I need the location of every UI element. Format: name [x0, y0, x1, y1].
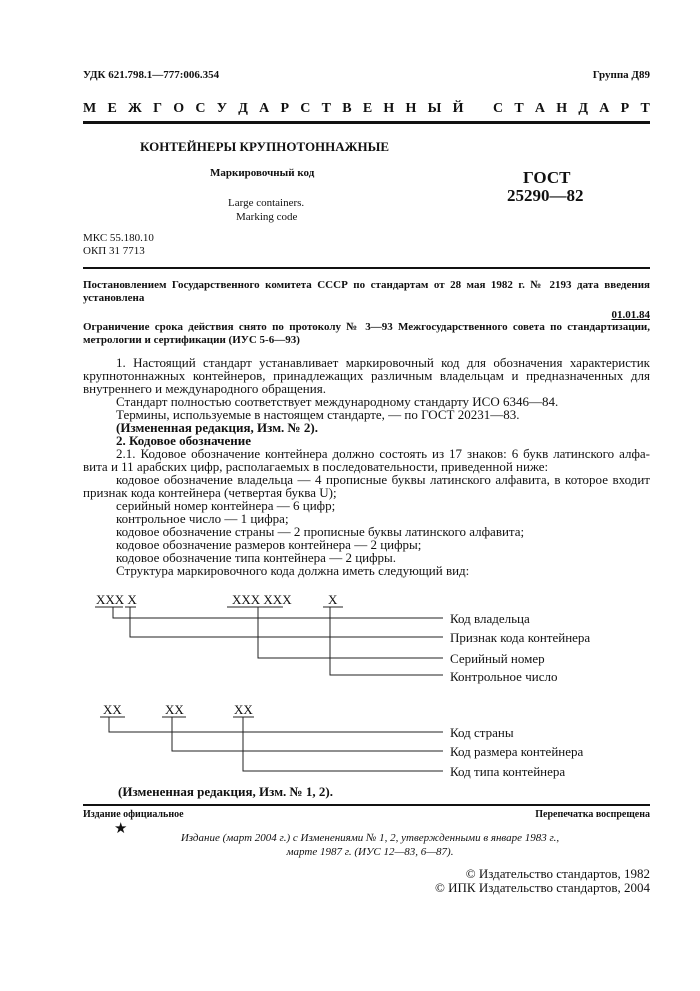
enactment-text: Постановлением Государственного комитета СССР по стандартам от 28 мая 1982 г. № 2193 дата введения	[83, 279, 650, 291]
leader-line	[109, 717, 443, 732]
body-line: внутреннего и международного обращения.	[83, 381, 326, 396]
document-subtitle: Маркировочный код	[210, 167, 315, 179]
gost-label: ГОСТ	[523, 168, 571, 187]
leader-line	[113, 607, 443, 618]
body-line: крупнотоннажных контейнеров, принадлежащих различным владельцам и предназначенных для	[83, 368, 650, 383]
code-country: XX	[103, 702, 122, 717]
banner-letter: Г	[153, 101, 163, 116]
banner-letter: У	[216, 101, 228, 116]
leader-line	[130, 607, 443, 637]
code-serial: XXX XXX	[232, 592, 292, 607]
banner-letter: А	[599, 101, 610, 116]
amendment-note: (Измененная редакция, Изм. № 1, 2).	[118, 784, 333, 799]
group-code: Группа Д89	[592, 69, 650, 81]
code-owner: XXX X	[96, 592, 137, 607]
banner-letter: С	[492, 101, 504, 116]
banner-letter: Р	[280, 101, 290, 116]
banner-letter: Е	[362, 101, 373, 116]
banner-letter: Д	[578, 101, 589, 116]
label-size-code: Код размера контейнера	[450, 744, 584, 759]
body-line: Термины, используемые в настоящем стандарте, — по ГОСТ 20231—83.	[116, 407, 520, 422]
edition-note: Издание (март 2004 г.) с Изменениями № 1, 2, утвержденными в январе 1983 г.,	[180, 832, 560, 844]
divider	[83, 804, 650, 806]
body-line: 1. Настоящий стандарт устанавливает маркировочный код для обозначения характеристик	[116, 355, 650, 370]
banner-letter: Н	[405, 101, 417, 116]
code-type: XX	[234, 702, 253, 717]
body-line: кодовое обозначение владельца — 4 прописные буквы латинского алфавита, в которое входит	[116, 472, 650, 487]
banner-letter: Й	[452, 101, 464, 116]
official-edition: Издание официальное	[83, 809, 184, 820]
body-line: серийный номер контейнера — 6 цифр;	[116, 498, 336, 513]
reprint-prohibited: Перепечатка воспрещена	[535, 809, 650, 820]
mks-code: МКС 55.180.10	[83, 232, 154, 244]
star-icon: ★	[114, 821, 128, 837]
body-line: кодовое обозначение страны — 2 прописные буквы латинского алфавита;	[116, 524, 525, 539]
leader-line	[172, 717, 443, 751]
banner-letter: Т	[640, 101, 650, 116]
body-line: кодовое обозначение размеров контейнера — 2 цифры;	[116, 537, 422, 552]
banner-letter: Е	[107, 101, 117, 116]
banner-letter: Ж	[128, 101, 142, 116]
label-owner-code: Код владельца	[450, 611, 530, 626]
banner-letter: Н	[383, 101, 395, 116]
banner-letter: Р	[620, 101, 630, 116]
code-size: XX	[165, 702, 184, 717]
label-country-code: Код страны	[450, 725, 514, 740]
code-check: X	[328, 592, 338, 607]
banner-letter: Т	[321, 101, 331, 116]
banner-letter: А	[534, 101, 546, 116]
banner-letter: О	[173, 101, 185, 116]
body-line: кодовое обозначение типа контейнера — 2 цифры.	[116, 550, 397, 565]
banner-letter: С	[300, 101, 311, 116]
leader-line	[258, 607, 443, 658]
english-title-2: Marking code	[236, 211, 298, 223]
body-line: контрольное число — 1 цифра;	[116, 511, 289, 526]
body-line: Структура маркировочного кода должна иметь следующий вид:	[116, 563, 470, 578]
limitation-text: Ограничение срока действия снято по протоколу № 3—93 Межгосударственного совета по стандартизации,	[83, 321, 650, 333]
introduction-date: 01.01.84	[611, 309, 650, 321]
section-heading: 2. Кодовое обозначение	[116, 433, 251, 448]
udk-code: УДК 621.798.1—777:006.354	[83, 69, 220, 81]
label-type-code: Код типа контейнера	[450, 764, 566, 779]
banner-letter: С	[195, 101, 206, 116]
banner-letter: М	[83, 101, 97, 116]
okp-code: ОКП 31 7713	[83, 245, 145, 257]
enactment-text: установлена	[83, 292, 145, 304]
body-line: Стандарт полностью соответствует международному стандарту ИСО 6346—84.	[116, 394, 559, 409]
banner-letter: Д	[238, 101, 248, 116]
document-title: КОНТЕЙНЕРЫ КРУПНОТОННАЖНЫЕ	[140, 139, 390, 154]
banner-letter: А	[259, 101, 270, 116]
label-container-code: Признак кода контейнера	[450, 630, 591, 645]
banner-letter: Н	[556, 101, 568, 116]
english-title-1: Large containers.	[228, 197, 305, 209]
leader-line	[243, 717, 443, 771]
body-line: признак кода контейнера (четвертая буква U);	[83, 485, 337, 500]
body-line: 2.1. Кодовое обозначение контейнера должно состоять из 17 знаков: 6 букв латинского алфа-	[116, 446, 650, 461]
banner-letter: Т	[514, 101, 524, 116]
body-line: вита и 11 арабских цифр, располагаемых в последовательности, приведенной ниже:	[83, 459, 549, 474]
edition-note: марте 1987 г. (ИУС 12—83, 6—87).	[286, 846, 454, 858]
banner-letter: Ы	[427, 101, 442, 116]
label-check-digit: Контрольное число	[450, 669, 558, 684]
gost-number: 25290—82	[507, 186, 584, 205]
leader-line	[330, 607, 443, 675]
copyright-2004: © ИПК Издательство стандартов, 2004	[435, 880, 650, 895]
banner-letter: В	[342, 101, 352, 116]
copyright-1982: © Издательство стандартов, 1982	[465, 866, 650, 881]
section-heading: (Измененная редакция, Изм. № 2).	[116, 420, 318, 435]
limitation-text: метрологии и сертификации (ИУС 5-6—93)	[83, 334, 300, 346]
label-serial-number: Серийный номер	[450, 651, 545, 666]
